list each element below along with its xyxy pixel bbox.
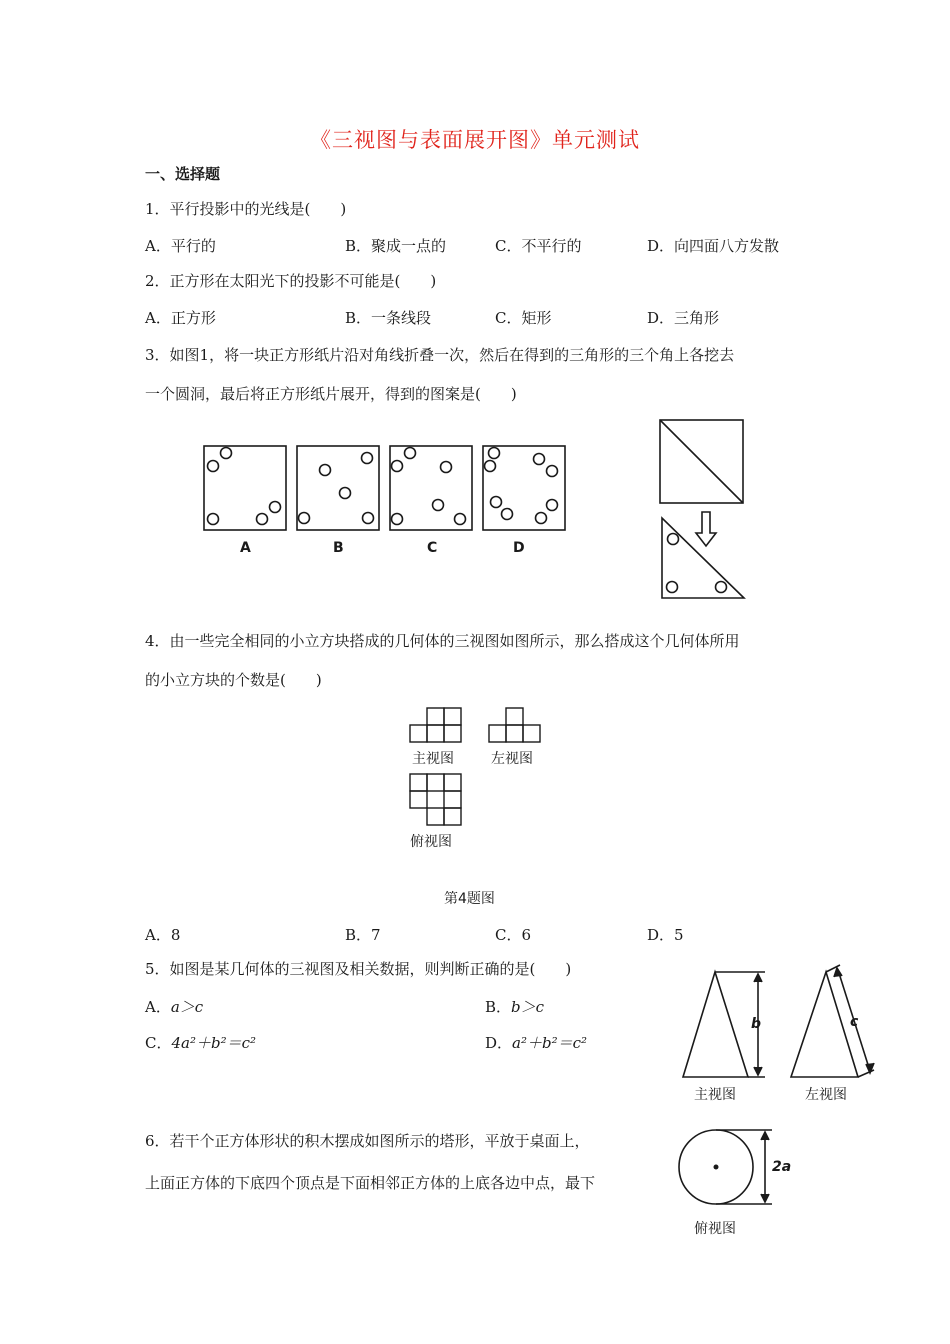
q1-option-d: D．向四面八方发散 [647,237,780,255]
q1-option-b: B．聚成一点的 [345,237,447,255]
q5-option-d-prefix: D． [485,1034,513,1052]
question-2-text: 2．正方形在太阳光下的投影不可能是( ) [145,272,437,290]
question-6-line-1: 6．若干个正方体形状的积木摆成如图所示的塔形，平放于桌面上， [145,1132,590,1150]
q4-option-d: D．5 [647,926,684,944]
question-4-line-2: 的小立方块的个数是( ) [145,671,322,689]
q5-option-b-expr: b＞c [511,998,545,1016]
q5-option-c-expr: 4a²＋b²＝c² [171,1034,257,1052]
page-title: 《三视图与表面展开图》单元测试 [310,128,640,152]
q4-option-b: B．7 [345,926,381,944]
q5-dim-b: b [751,1016,762,1032]
q3-label-d: D [513,540,525,556]
q2-option-d: D．三角形 [647,309,720,327]
q5-side-view-label: 左视图 [805,1087,847,1103]
question-1-text: 1．平行投影中的光线是( ) [145,200,347,218]
q4-top-view-label: 俯视图 [410,834,452,850]
q2-option-a: A．正方形 [145,309,216,327]
question-6-line-2: 上面正方体的下底四个顶点是下面相邻正方体的上底各边中点，最下 [145,1174,596,1192]
q4-front-view-label: 主视图 [412,751,454,767]
q1-option-c: C．不平行的 [495,237,582,255]
q5-front-view-label: 主视图 [694,1087,736,1103]
q4-option-c: C．6 [495,926,532,944]
q5-dim-c: c [850,1014,859,1030]
question-3-line-2: 一个圆洞，最后将正方形纸片展开，得到的图案是( ) [145,385,517,403]
q2-option-c: C．矩形 [495,309,552,327]
q2-option-b: B．一条线段 [345,309,432,327]
q4-figure-caption: 第4题图 [444,891,495,907]
question-3-line-1: 3．如图1，将一块正方形纸片沿对角线折叠一次，然后在得到的三角形的三个角上各挖去 [145,346,735,364]
question-4-line-1: 4．由一些完全相同的小立方块搭成的几何体的三视图如图所示，那么搭成这个几何体所用 [145,632,740,650]
section-heading: 一、选择题 [145,165,221,183]
q5-dim-2a: 2a [772,1159,792,1175]
question-5-text: 5．如图是某几何体的三视图及相关数据，则判断正确的是( ) [145,960,572,978]
q5-option-a-expr: a＞c [170,998,204,1016]
q4-side-view-label: 左视图 [491,751,533,767]
q5-option-a-prefix: A． [145,998,171,1016]
q5-option-b-prefix: B． [485,998,512,1016]
q3-label-b: B [333,540,344,556]
q3-label-c: C [427,540,438,556]
q5-top-view-label: 俯视图 [694,1221,736,1237]
q5-option-c-prefix: C． [145,1034,172,1052]
q3-label-a: A [240,540,251,556]
q4-option-a: A．8 [145,926,181,944]
q1-option-a: A．平行的 [145,237,216,255]
q5-option-d-expr: a²＋b²＝c² [512,1034,588,1052]
